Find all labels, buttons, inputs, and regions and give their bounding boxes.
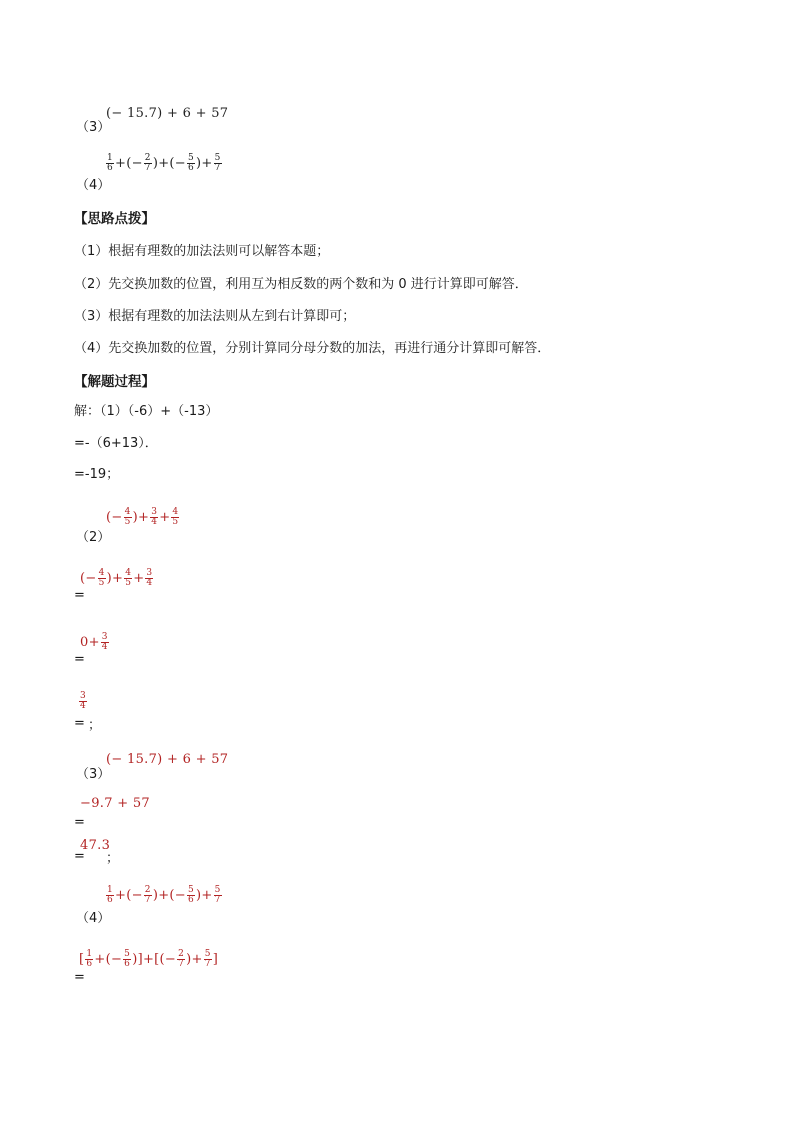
solution-1-line2: =-（6+13）．: [74, 436, 158, 451]
equals-sign: =: [74, 588, 85, 603]
hint-line: （2）先交换加数的位置，利用互为相反数的两个数和为 0 进行计算即可解答．: [74, 277, 528, 292]
equals-sign: =: [74, 716, 85, 731]
solution-1-line3: =-19；: [74, 467, 120, 482]
solution-3-result: 47.3: [80, 838, 111, 853]
solution-1-line1: 解：（1）（-6）+（-13）: [74, 404, 219, 419]
solution-3-expression: (− 15.7) + 6 + 57: [106, 752, 229, 767]
problem-3-label: （3）: [76, 120, 111, 135]
solution-2-result: $\frac{3}{4}$: [80, 691, 87, 711]
equals-sign: =: [74, 652, 85, 667]
hint-line: （1）根据有理数的加法法则可以解答本题；: [74, 244, 330, 259]
solution-2-step2: 0+ $\frac{3}{4}$: [80, 632, 108, 652]
equals-sign: =: [74, 970, 85, 985]
equals-sign: =: [74, 815, 85, 830]
solution-4-step1: [ $\frac{1}{6}$ +(− $\frac{5}{6}$ )]+[(− $\frac{2}{7}$ )+ $\frac{5}{7}$ ]: [79, 949, 219, 969]
solution-3-label: （3）: [76, 767, 111, 782]
problem-4-expression: $\frac{1}{6}$ +(− $\frac{2}{7}$ )+(− $\frac{5}{6}$ )+ $\frac{5}{7}$: [107, 153, 221, 173]
hint-heading: 【思路点拨】: [74, 211, 155, 227]
solution-heading: 【解题过程】: [74, 374, 155, 390]
problem-4-label: （4）: [76, 178, 111, 193]
problem-3-expression: (− 15.7) + 6 + 57: [106, 106, 229, 121]
solution-2-step1: (− $\frac{4}{5}$ )+ $\frac{4}{5}$ + $\frac{3}{4}$: [80, 568, 153, 588]
solution-2-label: （2）: [76, 530, 111, 545]
hint-line: （3）根据有理数的加法法则从左到右计算即可；: [74, 309, 356, 324]
solution-4-label: （4）: [76, 911, 111, 926]
solution-4-expression: $\frac{1}{6}$ +(− $\frac{2}{7}$ )+(− $\frac{5}{6}$ )+ $\frac{5}{7}$: [107, 885, 221, 905]
semicolon: ；: [106, 851, 120, 866]
hint-line: （4）先交换加数的位置，分别计算同分母分数的加法，再进行通分计算即可解答．: [74, 341, 551, 356]
solution-2-expression: (− $\frac{4}{5}$ )+ $\frac{3}{4}$ + $\frac{4}{5}$: [106, 507, 179, 527]
solution-3-step1: −9.7 + 57: [80, 796, 150, 811]
equals-sign: =: [74, 849, 85, 864]
semicolon: ；: [88, 718, 102, 733]
